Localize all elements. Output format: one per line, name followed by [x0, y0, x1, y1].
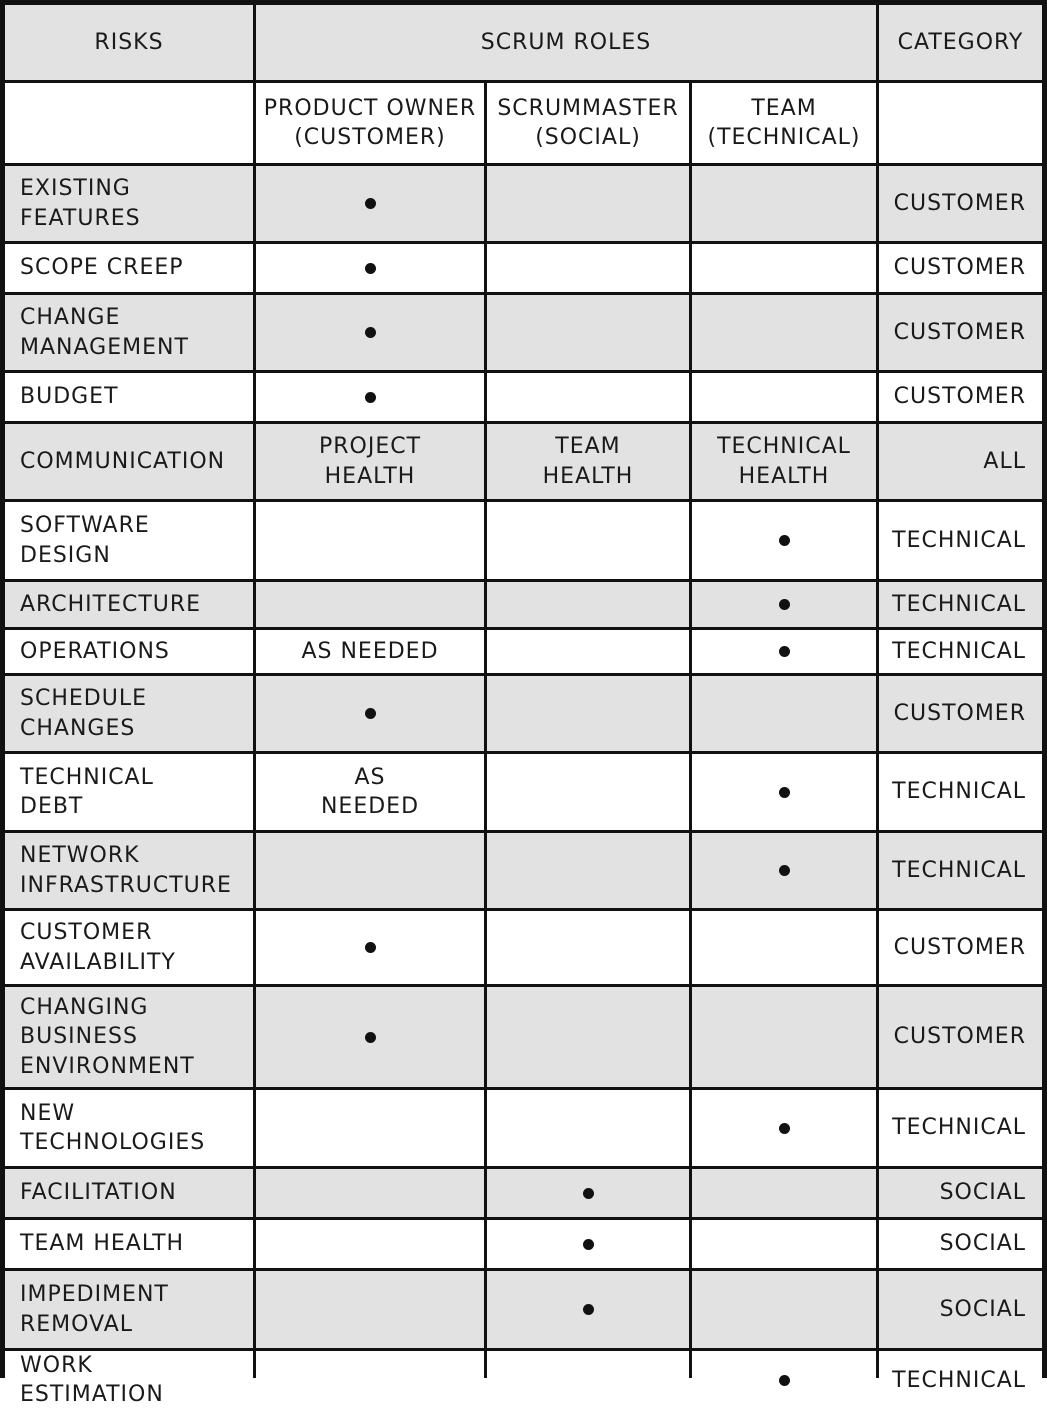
category-value: TECHNICAL [879, 833, 1042, 908]
category-value: CUSTOMER [879, 166, 1042, 241]
role-cell-team [692, 295, 876, 370]
role-cell-team [692, 676, 876, 751]
role-cell-team [692, 1090, 876, 1166]
role-cell-team [692, 244, 876, 292]
risk-label: SOFTWARE DESIGN [5, 502, 253, 579]
bullet-icon [365, 708, 376, 719]
category-header: CATEGORY [879, 5, 1042, 80]
role-cell-product-owner [256, 295, 484, 370]
risk-label: ARCHITECTURE [5, 582, 253, 627]
blank-header-cell [5, 83, 253, 163]
bullet-icon [583, 1239, 594, 1250]
category-value: TECHNICAL [879, 630, 1042, 673]
category-value: SOCIAL [879, 1169, 1042, 1217]
role-cell-product-owner [256, 166, 484, 241]
role-cell-team [692, 582, 876, 627]
role-cell-scrummaster [487, 1169, 689, 1217]
role-cell-scrummaster [487, 582, 689, 627]
role-cell-scrummaster [487, 630, 689, 673]
category-value: TECHNICAL [879, 502, 1042, 579]
bullet-icon [779, 1123, 790, 1134]
category-value: CUSTOMER [879, 244, 1042, 292]
role-header-product-owner: PRODUCT OWNER (CUSTOMER) [256, 83, 484, 163]
role-header-scrummaster: SCRUMMASTER (SOCIAL) [487, 83, 689, 163]
bullet-icon [779, 535, 790, 546]
role-cell-scrummaster [487, 987, 689, 1087]
bullet-icon [365, 327, 376, 338]
role-cell-team [692, 166, 876, 241]
role-cell-product-owner [256, 582, 484, 627]
bullet-icon [365, 263, 376, 274]
role-cell-scrummaster [487, 373, 689, 421]
scrum-roles-header: SCRUM ROLES [256, 5, 876, 80]
role-cell-team [692, 1271, 876, 1348]
role-cell-product-owner: AS NEEDED [256, 630, 484, 673]
role-cell-team [692, 833, 876, 908]
role-cell-team [692, 502, 876, 579]
role-cell-scrummaster [487, 754, 689, 830]
risk-label: IMPEDIMENT REMOVAL [5, 1271, 253, 1348]
role-cell-product-owner [256, 502, 484, 579]
role-cell-team [692, 1351, 876, 1409]
bullet-icon [779, 646, 790, 657]
role-cell-team [692, 754, 876, 830]
category-value: TECHNICAL [879, 582, 1042, 627]
role-cell-team [692, 1169, 876, 1217]
bullet-icon [365, 942, 376, 953]
role-cell-scrummaster [487, 1220, 689, 1268]
category-value: CUSTOMER [879, 676, 1042, 751]
role-cell-scrummaster [487, 502, 689, 579]
bullet-icon [365, 392, 376, 403]
role-cell-team [692, 630, 876, 673]
bullet-icon [365, 1032, 376, 1043]
role-cell-team [692, 987, 876, 1087]
role-cell-scrummaster [487, 1271, 689, 1348]
role-cell-product-owner [256, 676, 484, 751]
role-cell-product-owner [256, 833, 484, 908]
category-value: TECHNICAL [879, 754, 1042, 830]
role-cell-scrummaster [487, 911, 689, 984]
role-cell-team [692, 373, 876, 421]
risk-label: TECHNICAL DEBT [5, 754, 253, 830]
category-value: CUSTOMER [879, 295, 1042, 370]
bullet-icon [779, 599, 790, 610]
category-value: TECHNICAL [879, 1351, 1042, 1409]
role-cell-scrummaster [487, 676, 689, 751]
role-cell-team [692, 911, 876, 984]
role-cell-product-owner: PROJECT HEALTH [256, 424, 484, 499]
bullet-icon [583, 1188, 594, 1199]
role-cell-product-owner [256, 1220, 484, 1268]
risk-label: CHANGING BUSINESS ENVIRONMENT [5, 987, 253, 1087]
bullet-icon [779, 1375, 790, 1386]
risk-label: TEAM HEALTH [5, 1220, 253, 1268]
risk-label: SCOPE CREEP [5, 244, 253, 292]
risk-label: NETWORK INFRASTRUCTURE [5, 833, 253, 908]
role-cell-scrummaster [487, 1351, 689, 1409]
category-value: SOCIAL [879, 1220, 1042, 1268]
role-cell-product-owner [256, 1271, 484, 1348]
risk-label: OPERATIONS [5, 630, 253, 673]
risk-label: BUDGET [5, 373, 253, 421]
risk-label: WORK ESTIMATION [5, 1351, 253, 1409]
bullet-icon [583, 1304, 594, 1315]
bullet-icon [779, 787, 790, 798]
role-cell-product-owner [256, 1090, 484, 1166]
role-cell-scrummaster: TEAM HEALTH [487, 424, 689, 499]
role-cell-scrummaster [487, 166, 689, 241]
category-value: CUSTOMER [879, 911, 1042, 984]
risk-label: SCHEDULE CHANGES [5, 676, 253, 751]
risk-label: NEW TECHNOLOGIES [5, 1090, 253, 1166]
role-cell-product-owner [256, 373, 484, 421]
category-value: SOCIAL [879, 1271, 1042, 1348]
risk-label: EXISTING FEATURES [5, 166, 253, 241]
role-cell-team: TECHNICAL HEALTH [692, 424, 876, 499]
risk-label: CUSTOMER AVAILABILITY [5, 911, 253, 984]
role-cell-team [692, 1220, 876, 1268]
category-value: CUSTOMER [879, 373, 1042, 421]
role-header-team: TEAM (TECHNICAL) [692, 83, 876, 163]
blank-header-cell [879, 83, 1042, 163]
role-cell-scrummaster [487, 833, 689, 908]
role-cell-product-owner [256, 911, 484, 984]
bullet-icon [365, 198, 376, 209]
role-cell-product-owner [256, 244, 484, 292]
role-cell-scrummaster [487, 295, 689, 370]
category-value: CUSTOMER [879, 987, 1042, 1087]
bullet-icon [779, 865, 790, 876]
risk-label: COMMUNICATION [5, 424, 253, 499]
role-cell-product-owner: AS NEEDED [256, 754, 484, 830]
role-cell-product-owner [256, 1351, 484, 1409]
category-value: ALL [879, 424, 1042, 499]
risk-label: CHANGE MANAGEMENT [5, 295, 253, 370]
risks-header: RISKS [5, 5, 253, 80]
category-value: TECHNICAL [879, 1090, 1042, 1166]
role-cell-scrummaster [487, 244, 689, 292]
role-cell-product-owner [256, 987, 484, 1087]
risk-label: FACILITATION [5, 1169, 253, 1217]
role-cell-scrummaster [487, 1090, 689, 1166]
role-cell-product-owner [256, 1169, 484, 1217]
